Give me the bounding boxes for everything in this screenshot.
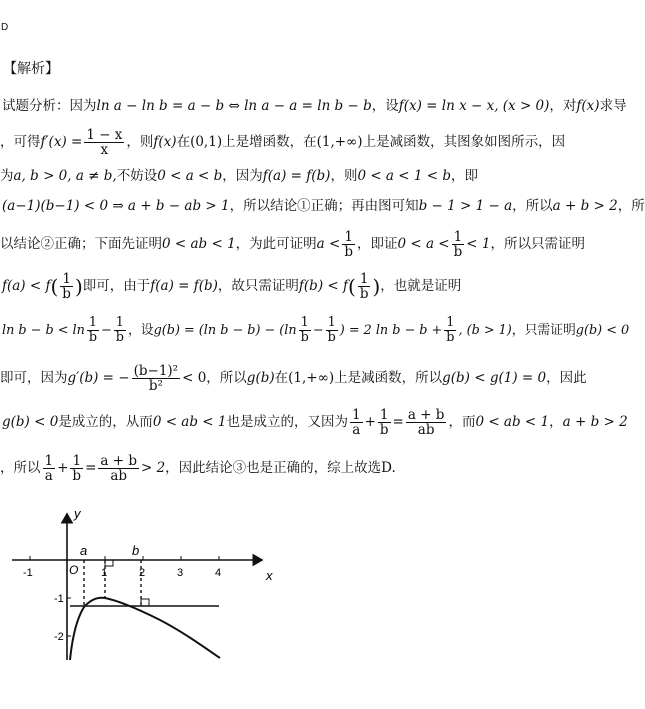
text-line-5: 以结论②正确；下面先证明0 < ab < 1，为此可证明a < $\frac{1}{b}$ ，即证0 < a < $\frac{1}{b}$ < 1，所以只需证明: [0, 229, 585, 260]
x-tick-label: 4: [215, 567, 222, 579]
y-tick-label: -1: [54, 593, 64, 605]
text-line-2: ，可得f′(x) = $\frac{1 - x}{x}$ ，则f(x)在(0,1)上是增函数，在(1,+∞)上是减函数，其图象如图所示，因: [0, 127, 566, 158]
fraction: $\frac{1}{a}$: [44, 453, 54, 484]
x-tick-label: 3: [177, 567, 184, 579]
answer-label: D: [1, 22, 9, 33]
y-tick-label: -2: [54, 631, 64, 643]
fraction: $\frac{1}{b}$: [62, 271, 71, 302]
right-angle-marker: [105, 560, 113, 566]
fraction: $\frac{1}{b}$: [344, 229, 353, 260]
x-tick-label: 1: [101, 567, 108, 579]
fraction: $\frac{1}{b}$: [379, 407, 389, 438]
fraction: $\frac{a + b}{ab}$: [100, 453, 137, 484]
fraction: $\frac{1}{b}$: [115, 315, 124, 345]
fraction: $\frac{1}{b}$: [300, 315, 309, 345]
text-line-7: ln b − b < ln $\frac{1}{b}$ − $\frac{1}{b}$ ，设g(b) = (ln b − b) − (ln $\frac{1}{b}$ − $\frac{1}{b}$ ) = 2 ln b − b + $\frac{1}{b}$ , (b > 1)，只需证明g(b) < 0: [2, 315, 630, 345]
text-line-3: 为a, b > 0, a ≠ b,不妨设0 < a < b，因为f(a) = f(b)，则0 < a < 1 < b，即: [0, 168, 479, 184]
function-graph: [0, 500, 300, 670]
point-a-label: a: [80, 543, 88, 558]
x-axis-label: x: [266, 568, 273, 583]
text-line-1: 试题分析：因为ln a − ln b = a − b ⇔ ln a − a = ln b − b，设f(x) = ln x − x, (x > 0)，对f(x)求导: [2, 98, 627, 114]
fraction: $\frac{1 - x}{x}$: [86, 127, 123, 158]
y-axis-label: y: [74, 506, 81, 521]
text-line-6: f(a) < f( $\frac{1}{b}$ )即可，由于f(a) = f(b)，故只需证明f(b) < f( $\frac{1}{b}$ )，也就是证明: [2, 271, 462, 302]
fraction: $\frac{1}{b}$: [72, 453, 82, 484]
x-tick-label: -1: [23, 567, 33, 579]
text-line-10: ，所以 $\frac{1}{a}$ + $\frac{1}{b}$ = $\frac{a + b}{ab}$ > 2，因此结论③也是正确的，综上故选D.: [0, 453, 396, 484]
fraction: $\frac{1}{b}$: [446, 315, 455, 345]
fraction: $\frac{1}{b}$: [327, 315, 336, 345]
x-tick-label: 2: [139, 567, 146, 579]
text-line-8: 即可，因为g′(b) = − $\frac{\text{(b−1)²}}{\text{b²}}$ < 0，所以g(b)在(1,+∞)上是减函数，所以g(b) < g(1) = 0，因此: [0, 363, 587, 394]
fraction: $\frac{1}{b}$: [453, 229, 463, 260]
fraction: $\frac{1}{b}$: [359, 271, 369, 302]
fraction: $\frac{1}{a}$: [351, 407, 361, 438]
right-angle-marker: [141, 599, 149, 606]
section-title: 【解析】: [3, 61, 59, 77]
text-line-9: g(b) < 0是成立的，从而0 < ab < 1也是成立的，又因为 $\frac{1}{a}$ + $\frac{1}{b}$ = $\frac{a + b}{ab}$ ，而0 < ab < 1，a + b > 2: [2, 407, 628, 438]
fraction: $\frac{\text{(b−1)²}}{\text{b²}}$: [133, 363, 179, 394]
text-line-4: (a−1)(b−1) < 0 ⇒ a + b − ab > 1，所以结论①正确；再由图可知b − 1 > 1 − a，所以a + b > 2，所: [2, 198, 645, 214]
fraction: $\frac{1}{b}$: [88, 315, 98, 345]
origin-label: O: [69, 563, 79, 577]
function-curve: [70, 598, 220, 660]
point-b-label: b: [132, 543, 140, 558]
fraction: $\frac{a + b}{ab}$: [407, 407, 445, 438]
